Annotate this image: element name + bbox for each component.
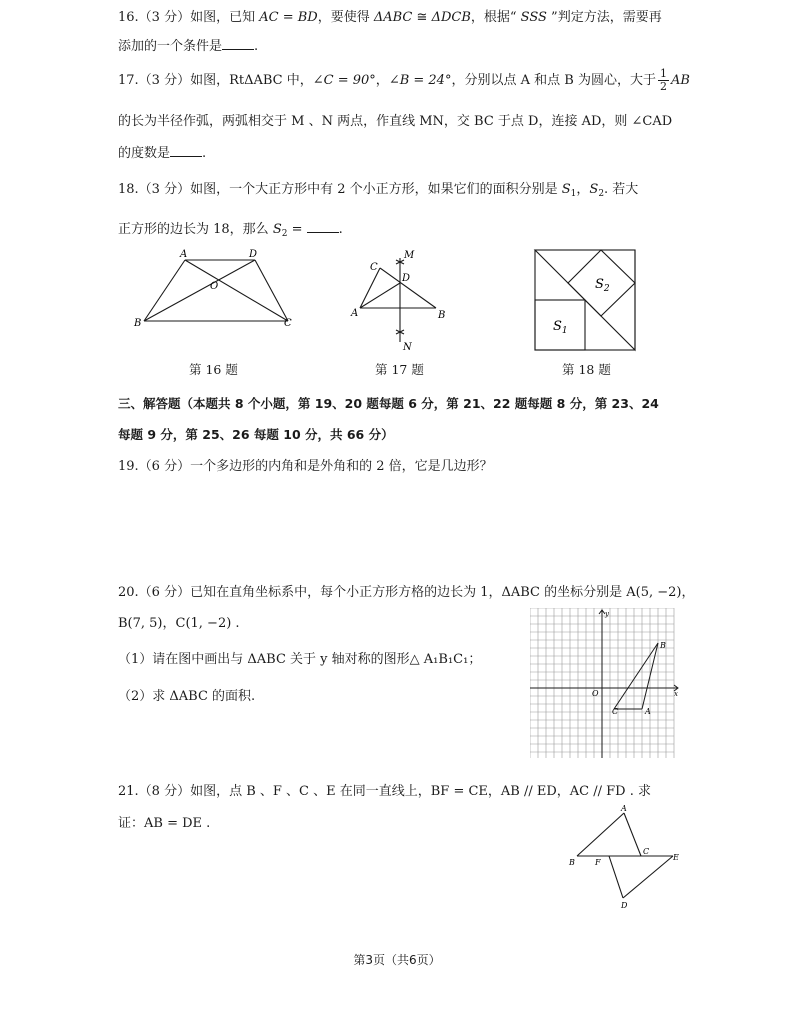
label-n: N [403,342,412,353]
caption-fig16: 第 16 题 [189,362,238,377]
answer-blank [170,144,202,157]
section3-heading-line2: 每题 9 分，第 25、26 每题 10 分，共 66 分） [118,427,394,442]
answer-blank [222,37,254,50]
point-c-label: C [612,707,619,716]
label-b: B [134,318,142,329]
q18-line1: 18.（3 分）如图，一个大正方形中有 2 个小正方形，如果它们的面积分别是 $S_1$，$S_2$. 若大 [118,182,639,199]
label-s1: $S_1$ [553,319,568,336]
label-f: F [595,858,601,867]
label-a: A [621,804,627,813]
caption-fig17: 第 17 题 [375,362,424,377]
label-d: D [402,273,411,284]
axis-y-label: y [605,610,609,618]
page-footer: 第3页（共6页） [353,953,441,967]
q21-line1: 21.（8 分）如图，点 B 、F 、C 、E 在同一直线上，BF = CE，AB // ED，AC // FD . 求 [118,784,651,799]
label-c: C [370,262,378,273]
label-c: C [643,847,650,856]
section3-heading-line1: 三、解答题（本题共 8 个小题，第 19、20 题每题 6 分，第 21、22 题每题 8 分，第 23、24 [118,396,659,411]
label-d: D [249,249,258,260]
figure-21 [563,802,688,914]
fraction-half: $\frac{1}{2}$ [659,67,667,93]
label-e: E [673,853,679,862]
point-a-label: A [645,707,651,716]
label-a: A [351,308,359,319]
label-d: D [621,901,628,910]
q20-line2: B(7, 5)，C(1, −2) . [118,616,240,631]
answer-blank [307,220,339,233]
label-a: A [180,249,188,260]
label-o: O [210,281,219,292]
caption-fig18: 第 18 题 [562,362,611,377]
q20-part1: （1）请在图中画出与 ΔABC 关于 y 轴对称的图形△ A₁B₁C₁； [118,652,482,667]
q17-line1: 17.（3 分）如图，RtΔABC 中，∠C = 90°，∠B = 24°，分别以点 A 和点 B 为圆心，大于 $\frac{1}{2}$ AB [118,67,690,93]
origin-label: O [592,689,599,698]
figure-17 [348,248,458,353]
q19-text: 19.（6 分）一个多边形的内角和是外角和的 2 倍，它是几边形？ [118,459,493,474]
label-b: B [569,858,575,867]
label-m: M [404,250,415,261]
axis-x-label: x [674,690,678,698]
q16-line2: 添加的一个条件是 . [118,39,259,54]
q20-line1: 20.（6 分）已知在直角坐标系中，每个小正方形方格的边长为 1，ΔABC 的坐标分别是 A(5, −2)， [118,585,695,600]
figure-16 [130,248,300,333]
q16-line1: 16.（3 分）如图，已知 AC = BD，要使得 ΔABC ≅ ΔDCB，根据“ SSS ”判定方法，需要再 [118,10,662,25]
q18-line2: 正方形的边长为 18，那么 $S_2$ = . [118,222,343,239]
q20-part2: （2）求 ΔABC 的面积. [118,689,256,704]
figure-18 [533,248,639,352]
q21-line2: 证：AB = DE . [118,816,211,831]
q17-line3: 的度数是 . [118,146,207,161]
q17-line2: 的长为半径作弧，两弧相交于 M 、N 两点，作直线 MN，交 BC 于点 D，连接 AD，则 ∠CAD [118,114,673,129]
label-s2: $S_2$ [595,277,610,294]
label-b: B [438,310,446,321]
coordinate-grid [530,608,682,760]
point-b-label: B [660,641,666,650]
label-c: C [284,318,292,329]
